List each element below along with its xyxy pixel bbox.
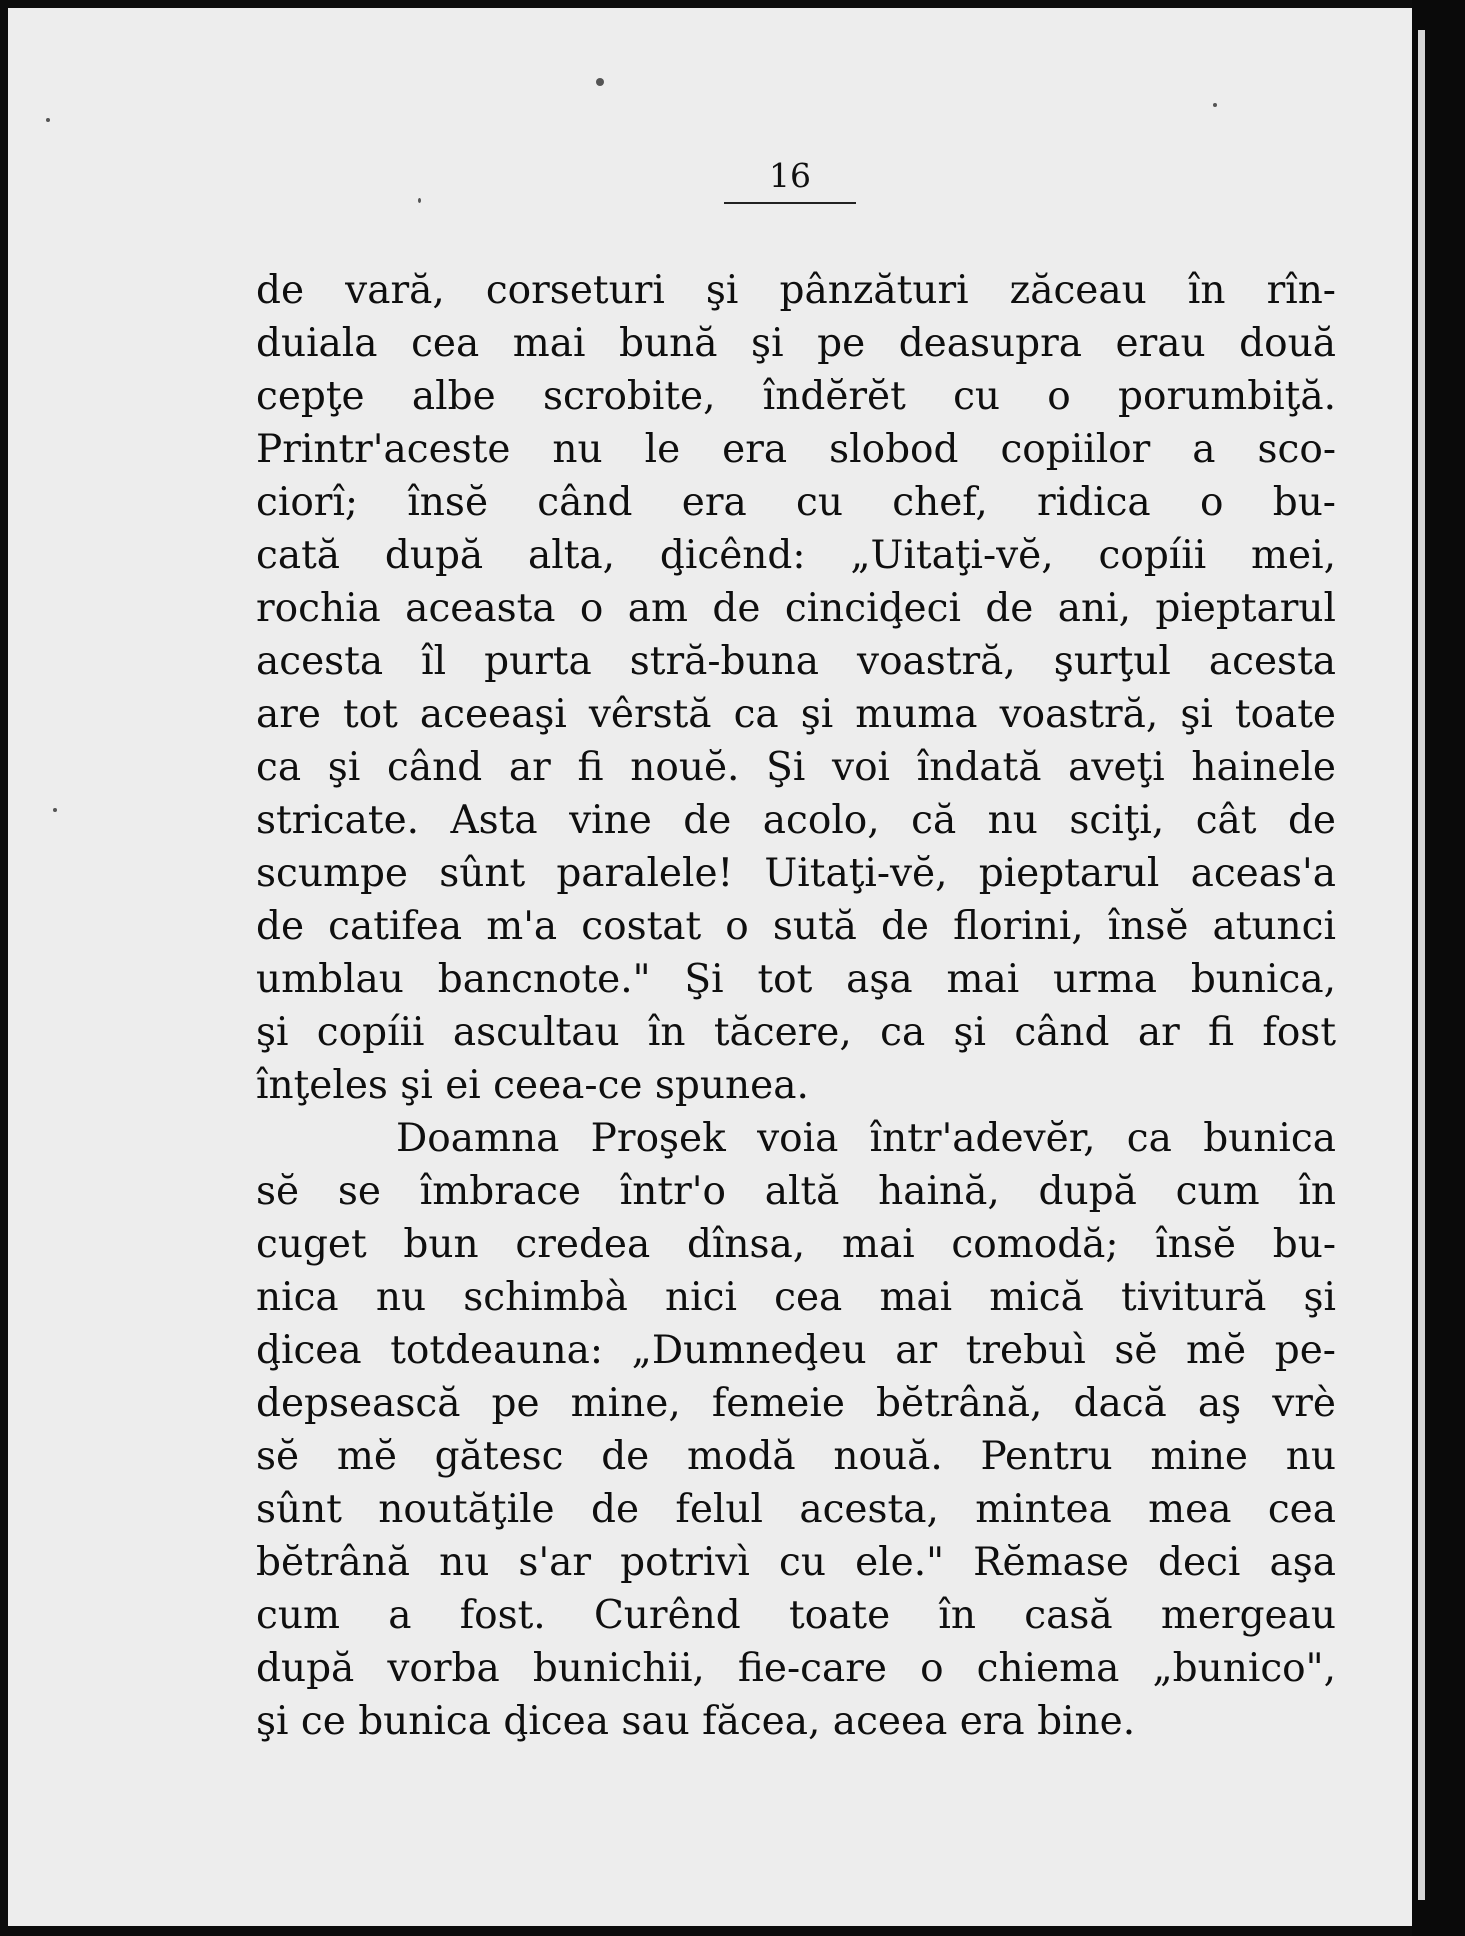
text-line: nica nu schimbà nici cea mai mică tivitură şi [256, 1275, 1336, 1320]
text-line: cată după alta, ḑicênd: „Uitaţi-vĕ, copíii mei, [256, 533, 1336, 578]
text-line: Doamna Proşek voia într'adevĕr, ca bunica [396, 1116, 1336, 1161]
scan-speck [596, 78, 604, 86]
text-line: cuget bun credea dînsa, mai comodă; însĕ bu- [256, 1222, 1336, 1267]
text-line: depsească pe mine, femeie bĕtrână, dacă aş vrè [256, 1381, 1336, 1426]
scan-speck [46, 118, 50, 122]
text-line: sûnt noutăţile de felul acesta, mintea mea cea [256, 1487, 1336, 1532]
scan-speck [1213, 103, 1217, 107]
text-line: de catifea m'a costat o sută de florini, însĕ atunci [256, 904, 1336, 949]
page-number: 16 [724, 156, 856, 204]
text-line: după vorba bunichii, fie-care o chiema „bunico", [256, 1646, 1336, 1691]
text-line: şi copíii ascultau în tăcere, ca şi când ar fi fost [256, 1010, 1336, 1055]
book-page [8, 8, 1412, 1926]
text-line: bĕtrână nu s'ar potrivì cu ele." Rĕmase deci aşa [256, 1540, 1336, 1585]
text-line: ca şi când ar fi nouĕ. Şi voi îndată aveţi hainele [256, 745, 1336, 790]
text-line: de vară, corseturi şi pânzături zăceau în rîn- [256, 268, 1336, 313]
text-line: ḑicea totdeauna: „Dumneḑeu ar trebuì sĕ mĕ pe- [256, 1328, 1336, 1373]
text-line: stricate. Asta vine de acolo, că nu sciţi, cât de [256, 798, 1336, 843]
text-line: cepţe albe scrobite, îndĕrĕt cu o porumbiţă. [256, 374, 1336, 419]
text-line: duiala cea mai bună şi pe deasupra erau două [256, 321, 1336, 366]
text-line: Printr'aceste nu le era slobod copiilor a sco- [256, 427, 1336, 472]
text-line: înţeles şi ei ceea-ce spunea. [256, 1063, 809, 1108]
text-line: şi ce bunica ḑicea sau făcea, aceea era bine. [256, 1699, 1136, 1744]
text-line: sĕ se îmbrace într'o altă haină, după cum în [256, 1169, 1336, 1214]
text-line: sĕ mĕ gătesc de modă nouă. Pentru mine nu [256, 1434, 1336, 1479]
text-line: rochia aceasta o am de cinciḑeci de ani, pieptarul [256, 586, 1336, 631]
text-line: scumpe sûnt paralele! Uitaţi-vĕ, pieptarul aceas'a [256, 851, 1336, 896]
text-line: cum a fost. Curênd toate în casă mergeau [256, 1593, 1336, 1638]
text-line: acesta îl purta stră-buna voastră, şurţul acesta [256, 639, 1336, 684]
text-line: are tot aceeaşi vêrstă ca şi muma voastră, şi toate [256, 692, 1336, 737]
next-page-edge [1418, 30, 1425, 1900]
scan-speck [53, 808, 57, 812]
scan-speck [418, 198, 421, 203]
text-line: ciorî; însĕ când era cu chef, ridica o bu- [256, 480, 1336, 525]
text-line: umblau bancnote." Şi tot aşa mai urma bunica, [256, 957, 1336, 1002]
body-text [256, 264, 1336, 1748]
